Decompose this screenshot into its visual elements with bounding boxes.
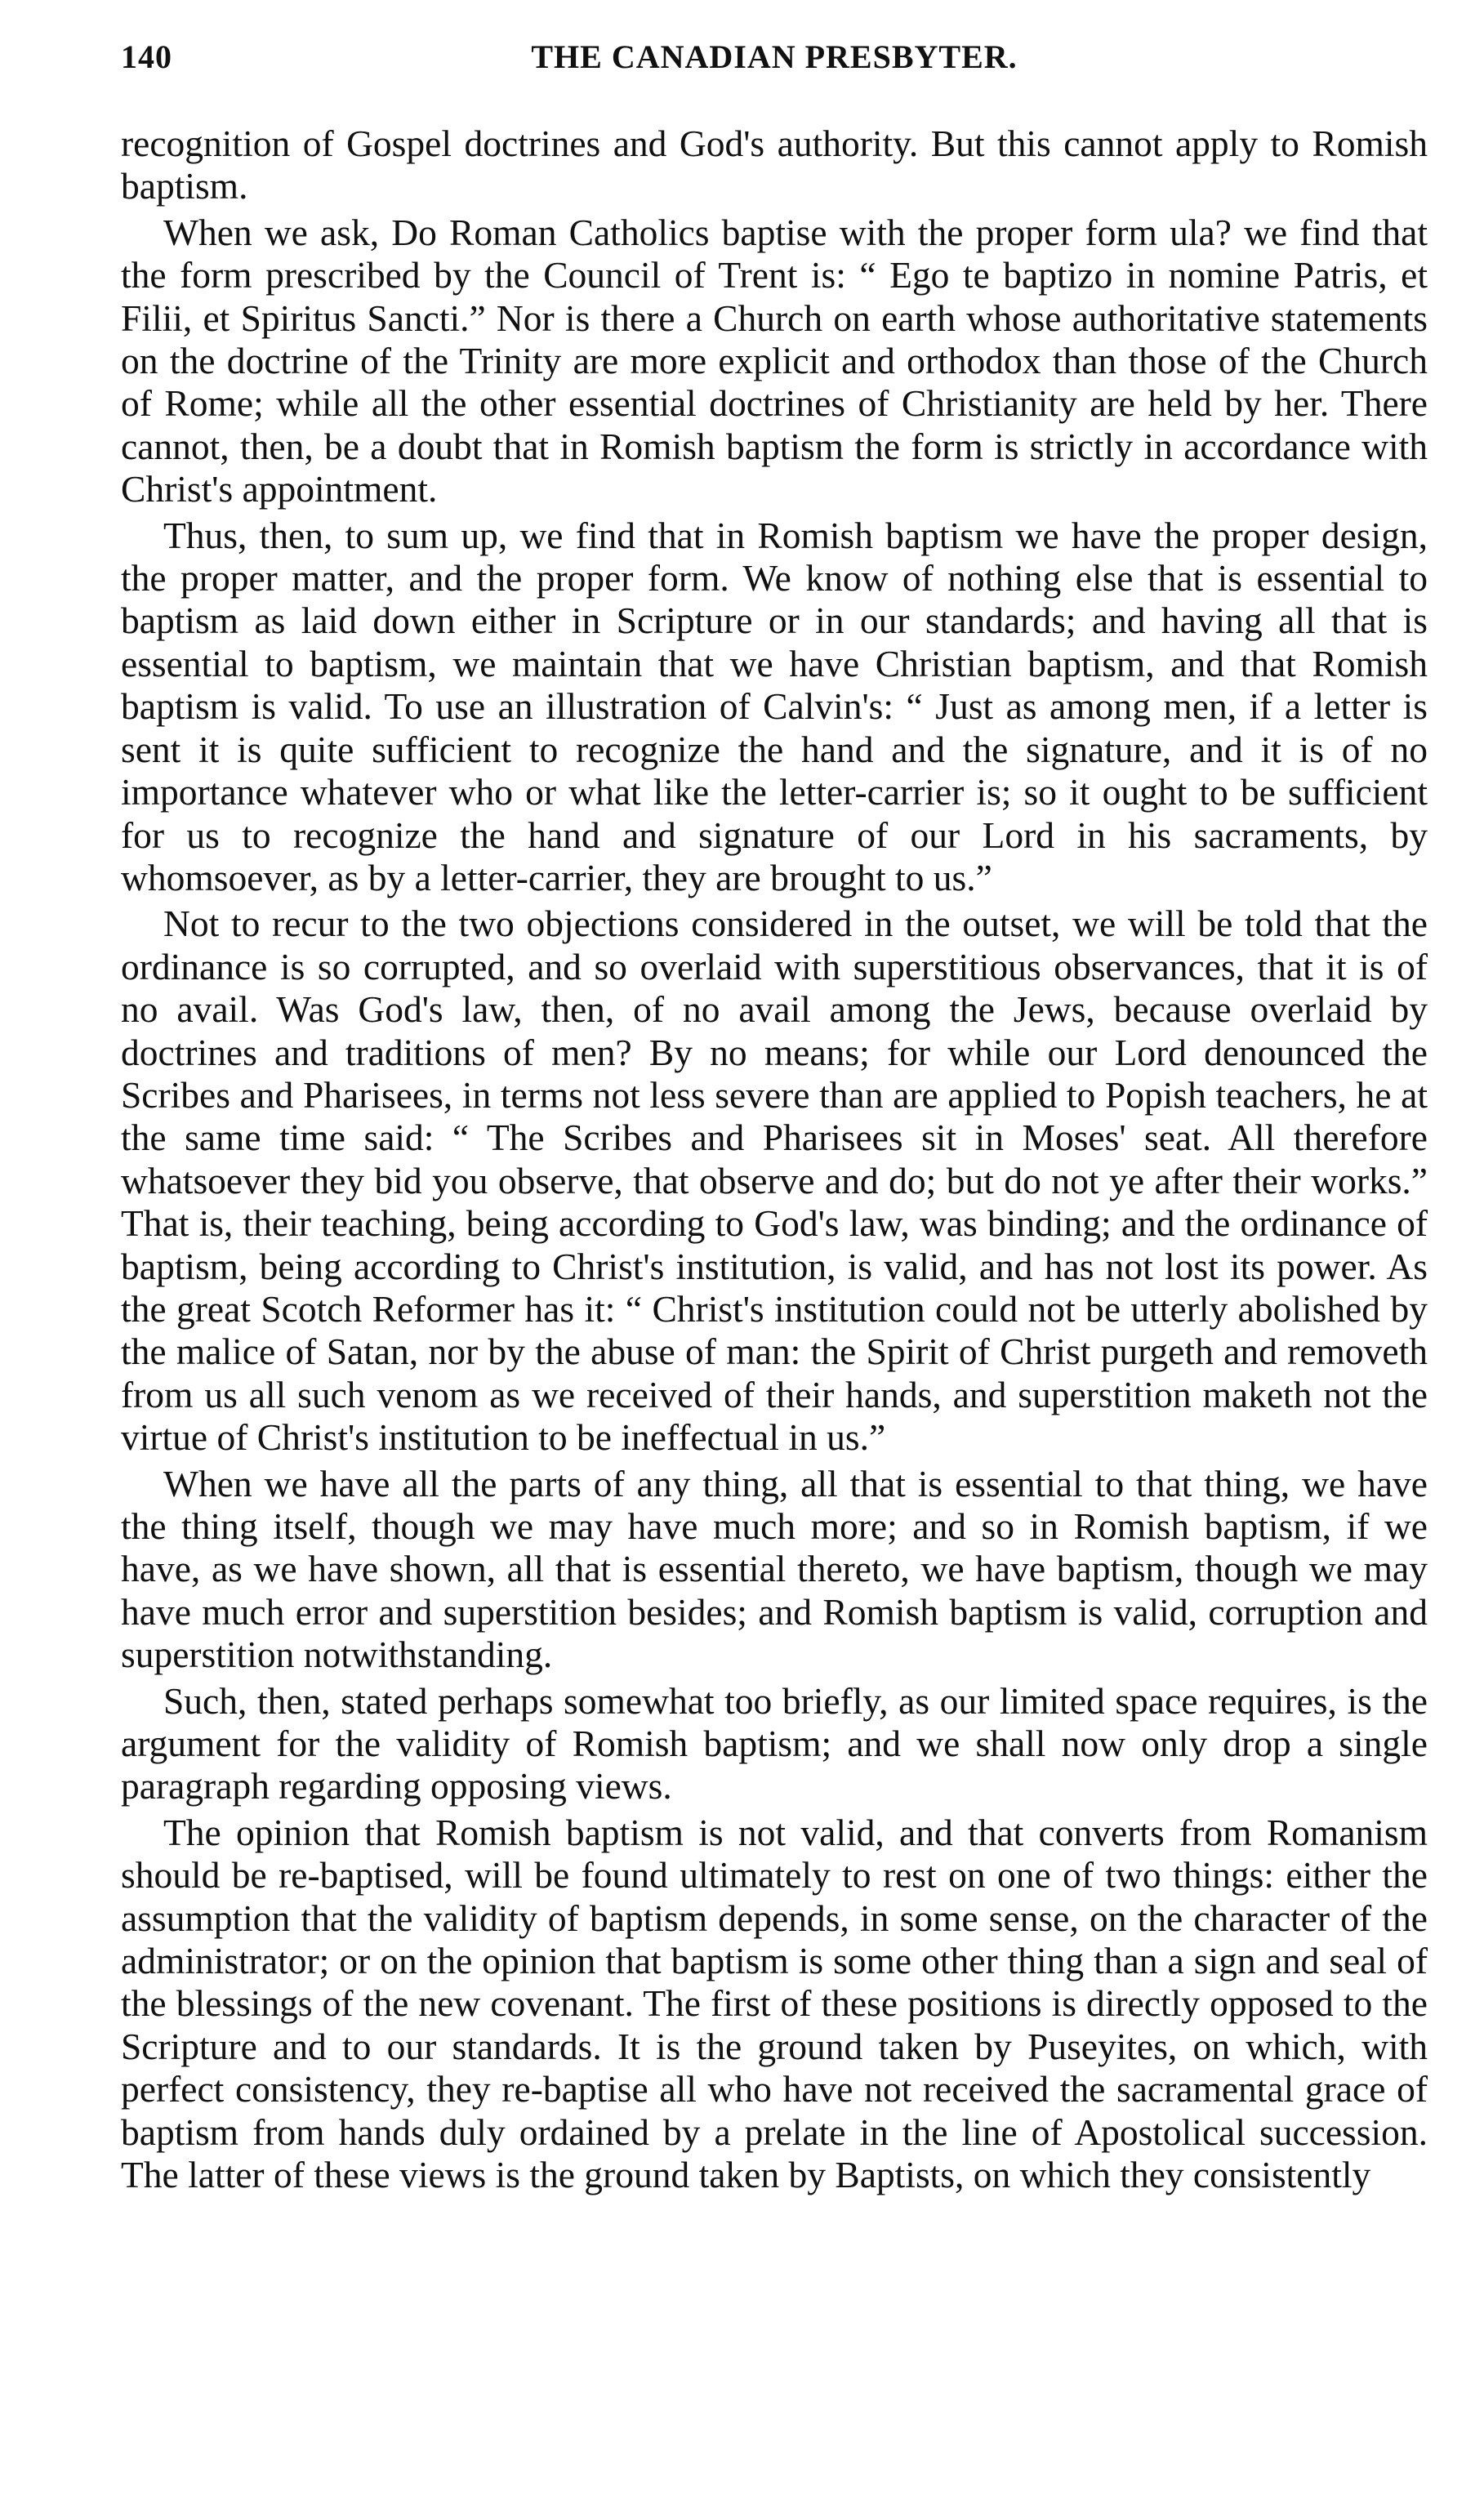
paragraph-form: When we ask, Do Roman Catholics baptise with the proper form ula? we find that the form prescribed by the Council of Trent is: “ Ego te baptizo in nomine Patris, et Filii, et Spiritus Sancti.” Nor is there a Church on earth whose authoritative statements on the doctrine of the Trinity are more explicit and orthodox than those of the Church of Rome; while all the other essential doctrines of Christianity are held by her. There cannot, then, be a doubt that in Romish baptism the form is strictly in accordance with Christ's appointment. <box>121 211 1428 510</box>
page-header <box>121 38 1428 95</box>
paragraph-argument: Such, then, stated perhaps somewhat too briefly, as our limited space requires, is the argument for the validity of Romish baptism; and we shall now only drop a single paragraph regarding opposing views. <box>121 1679 1428 1807</box>
body-text <box>121 123 1428 2197</box>
running-title: THE CANADIAN PRESBYTER. <box>531 38 1018 75</box>
page-number: 140 <box>121 38 172 75</box>
paragraph-continuation: recognition of Gospel doctrines and God's authority. But this cannot apply to Romish baptism. <box>121 123 1428 207</box>
paragraph-objections: Not to recur to the two objections considered in the outset, we will be told that the ordinance is so corrupted, and so overlaid with superstitious observances, that it is of no avail. Was God's law, then, of no avail among the Jews, because overlaid by doctrines and traditions of men? By no means; for while our Lord denounced the Scribes and Pharisees, in terms not less severe than are applied to Popish teachers, he at the same time said: “ The Scribes and Pharisees sit in Moses' seat. All therefore whatsoever they bid you observe, that observe and do; but do not ye after their works.” That is, their teaching, being according to God's law, was binding; and the ordinance of baptism, being according to Christ's institution, is valid, and has not lost its power. As the great Scotch Reformer has it: “ Christ's institution could not be utterly abolished by the malice of Satan, nor by the abuse of man: the Spirit of Christ purgeth and removeth from us all such venom as we received of their hands, and superstition maketh not the virtue of Christ's institution to be ineffectual in us.” <box>121 903 1428 1459</box>
paragraph-opposing-views: The opinion that Romish baptism is not valid, and that converts from Romanism should be re-baptised, will be found ultimately to rest on one of two things: either the assumption that the validity of baptism depends, in some sense, on the character of the administrator; or on the opinion that baptism is some other thing than a sign and seal of the blessings of the new covenant. The first of these positions is directly opposed to the Scripture and to our standards. It is the ground taken by Puseyites, on which, with perfect consistency, they re-baptise all who have not received the sacramental grace of baptism from hands duly ordained by a prelate in the line of Apostolical succession. The latter of these views is the ground taken by Baptists, on which they consistently <box>121 1811 1428 2196</box>
paragraph-parts: When we have all the parts of any thing, all that is essential to that thing, we have the thing itself, though we may have much more; and so in Romish baptism, if we have, as we have shown, all that is essential thereto, we have baptism, though we may have much error and superstition besides; and Romish baptism is valid, corruption and superstition notwithstanding. <box>121 1462 1428 1676</box>
paragraph-summary: Thus, then, to sum up, we find that in Romish baptism we have the proper design, the proper matter, and the proper form. We know of nothing else that is essential to baptism as laid down either in Scripture or in our standards; and having all that is essential to baptism, we maintain that we have Christian baptism, and that Romish baptism is valid. To use an illustration of Calvin's: “ Just as among men, if a letter is sent it is quite sufficient to recognize the hand and the signature, and it is of no importance whatever who or what like the letter-carrier is; so it ought to be sufficient for us to recognize the hand and signature of our Lord in his sacraments, by whomsoever, as by a letter-carrier, they are brought to us.” <box>121 514 1428 898</box>
